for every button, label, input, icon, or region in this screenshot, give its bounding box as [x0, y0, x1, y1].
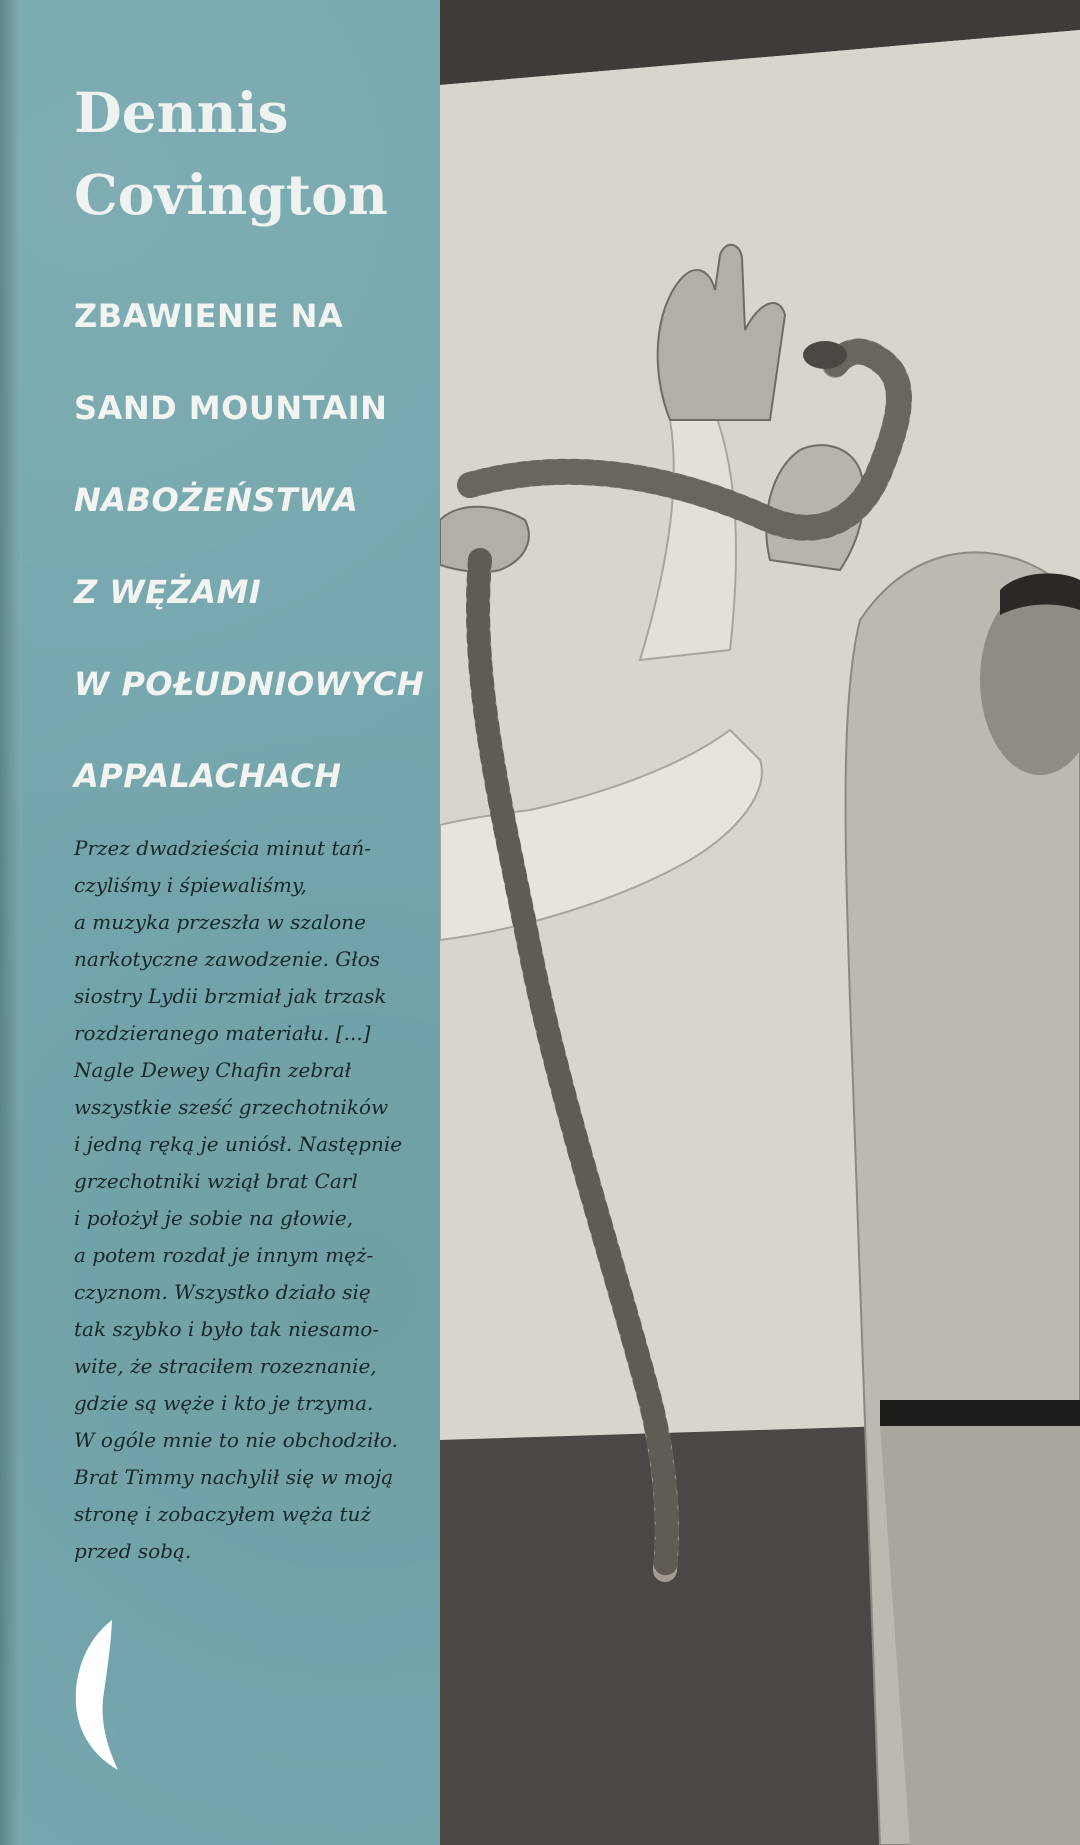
title-line-2: SAND MOUNTAIN	[74, 389, 388, 427]
subtitle-line-1: NABOŻEŃSTWA	[74, 481, 359, 519]
back-cover-blurb	[74, 830, 402, 1570]
cover-photograph	[440, 0, 1080, 1845]
blurb-line: czyliśmy i śpiewaliśmy,	[74, 873, 307, 897]
snake-head	[803, 341, 847, 369]
blurb-line: przed sobą.	[74, 1539, 192, 1563]
author-last-name: Covington	[74, 162, 388, 227]
blurb-line: wszystkie sześć grzechotników	[74, 1095, 389, 1119]
blurb-line: wite, że straciłem rozeznanie,	[74, 1354, 377, 1378]
spine-edge	[0, 0, 22, 1845]
blurb-line: czyznom. Wszystko działo się	[74, 1280, 371, 1304]
blurb-line: narkotyczne zawodzenie. Głos	[74, 947, 381, 971]
author-first-name: Dennis	[74, 80, 289, 145]
blurb-line: Przez dwadzieścia minut tań-	[74, 836, 371, 860]
blurb-line: tak szybko i było tak niesamo-	[74, 1317, 380, 1341]
blurb-line: stronę i zobaczyłem węża tuż	[74, 1502, 371, 1526]
blurb-line: i położył je sobie na głowie,	[74, 1206, 354, 1230]
blurb-line: Brat Timmy nachylił się w moją	[74, 1465, 394, 1489]
blurb-line: Nagle Dewey Chafin zebrał	[74, 1058, 352, 1082]
subtitle-line-4: APPALACHACH	[74, 757, 342, 795]
blurb-line: a potem rozdał je innym męż-	[74, 1243, 374, 1267]
book-title	[74, 270, 424, 822]
blurb-line: rozdzieranego materiału. [...]	[74, 1021, 371, 1045]
subtitle-line-2: Z WĘŻAMI	[74, 573, 262, 611]
czarne-publisher-logo-icon	[70, 1620, 120, 1770]
blurb-line: i jedną ręką je uniósł. Następnie	[74, 1132, 403, 1156]
blurb-line: a muzyka przeszła w szalone	[74, 910, 367, 934]
right-man-belt	[880, 1400, 1080, 1426]
blurb-line: W ogóle mnie to nie obchodziło.	[74, 1428, 398, 1452]
subtitle-line-3: W POŁUDNIOWYCH	[74, 665, 425, 703]
blurb-line: siostry Lydii brzmiał jak trzask	[74, 984, 387, 1008]
author-name	[74, 72, 388, 236]
blurb-line: gdzie są węże i kto je trzyma.	[74, 1391, 374, 1415]
title-line-1: ZBAWIENIE NA	[74, 297, 344, 335]
blurb-line: grzechotniki wziął brat Carl	[74, 1169, 358, 1193]
right-man-jeans	[880, 1426, 1080, 1845]
teal-text-panel	[0, 0, 440, 1845]
